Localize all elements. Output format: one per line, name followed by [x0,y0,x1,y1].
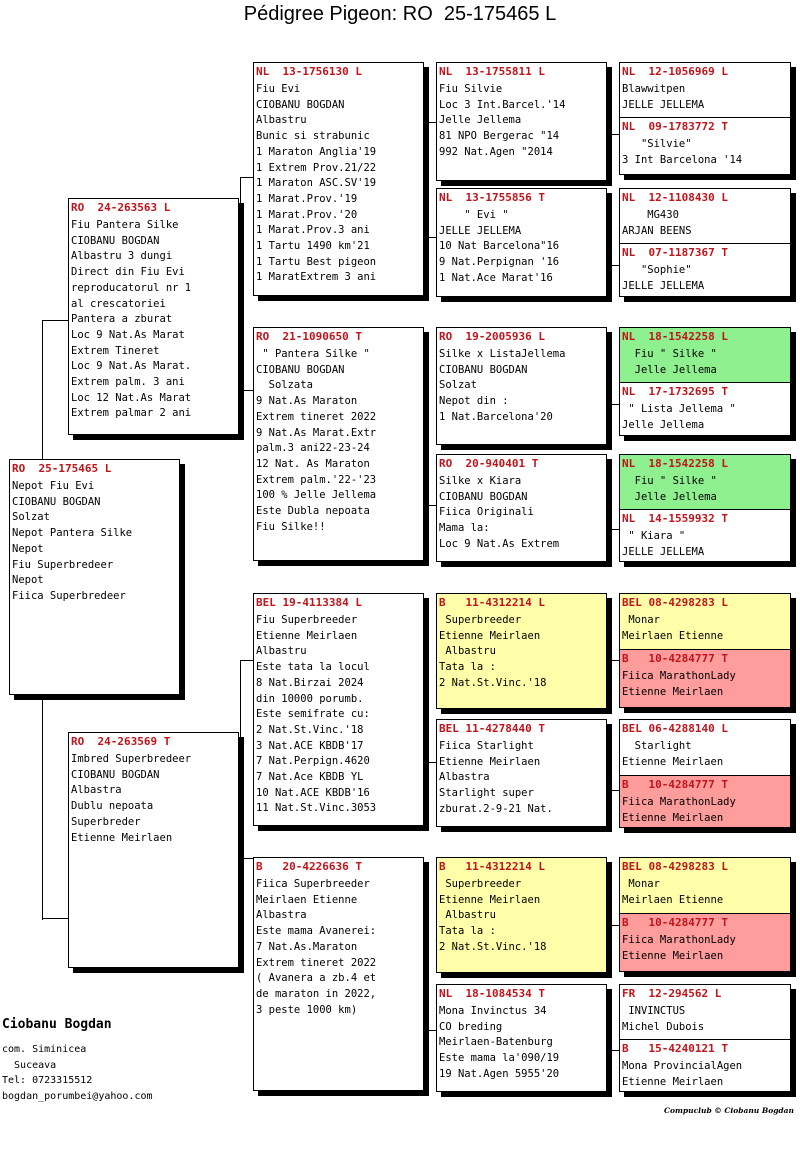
info-line: " Kiara " [622,530,686,542]
info-line: 1 Maraton Anglia'19 [256,145,377,158]
info-line: Silke x ListaJellema [439,348,566,360]
ring-number: NL 18-1084534 T [439,987,545,1000]
info-line: 1 Nat.Barcelona'20 [439,410,553,423]
info-line: 9 Nat.Perpignan '16 [439,256,560,269]
info-line: Superbreeder [439,878,522,890]
pigeon-card-mf[interactable] [253,593,424,826]
info-line: Nepot din : [439,395,509,408]
card-lines [620,1059,790,1090]
info-line: Michel Dubois [622,1020,705,1033]
card-lines [620,402,790,433]
ring-number: RO 19-2005936 L [439,330,545,343]
info-line: Nepot Fiu Evi [12,480,95,492]
card-lines [437,474,606,553]
info-line: Extrem palm.'22-'23 [256,473,377,486]
info-line: Etienne Meirlaen [71,831,173,844]
info-line: 7 Nat.As.Maraton [256,940,358,953]
info-line: 12 Nat. As Maraton [256,457,370,470]
pigeon-card-mfm[interactable] [436,719,607,827]
info-line: MG430 [622,209,679,221]
info-line: ARJAN BEENS [622,224,692,237]
card-lines [620,529,790,560]
pigeon-card-fm[interactable] [253,327,424,561]
info-line: Etienne Meirlaen [256,629,358,642]
info-line: Bunic si strabunic [256,130,370,143]
pigeon-card-mother[interactable] [68,732,239,968]
info-line: Mona Invinctus 34 [439,1005,547,1017]
footer-credit: Compuclub © Ciobanu Bogdan [663,1106,794,1115]
card-lines [620,1004,790,1035]
ring-number: NL 12-1108430 L [622,191,728,204]
info-line: 10 Nat.ACE KBDB'16 [256,786,370,799]
info-line: JELLE JELLEMA [622,98,705,111]
pigeon-card-g7b[interactable] [620,913,790,972]
info-line: Loc 9 Nat.As Marat. [71,360,192,373]
ring-number: RO 25-175465 L [12,462,112,475]
info-line: Superbreder [71,815,141,828]
info-line: Albastra [71,784,122,797]
info-line: de maraton in 2022, [256,987,377,1000]
info-line: Nepot [12,542,44,555]
info-line: Solzata [256,379,313,392]
pigeon-card-g6a[interactable] [620,720,790,775]
info-line: CIOBANU BOGDAN [439,490,528,503]
info-line: Fiu Evi [256,83,301,95]
info-line: Meirlaen Etienne [622,629,724,642]
info-line: Solzat [12,511,50,524]
info-line: 3 peste 1000 km) [256,1003,358,1016]
info-line: Etienne Meirlaen [622,949,724,962]
ring-number: BEL 19-4113384 L [256,596,362,609]
info-line: Jelle Jellema [439,114,522,127]
ring-number: NL 17-1732695 T [622,385,728,398]
info-line: Monar [622,878,660,890]
info-line: Etienne Meirlaen [439,893,541,906]
ring-number: RO 24-263563 L [71,201,171,214]
info-line: palm.3 ani22-23-24 [256,442,370,455]
info-line: Loc 12 Nat.As Marat [71,391,192,404]
info-line: JELLE JELLEMA [622,279,705,292]
card-lines [620,208,790,239]
card-lines [69,752,238,846]
card-lines [254,613,423,817]
info-line: 2 Nat.St.Vinc.'18 [439,676,547,689]
info-line: Fiu Silvie [439,83,503,95]
info-line: Extrem tineret 2022 [256,956,377,969]
card-lines [69,218,238,422]
info-line: " Lista Jellema " [622,403,736,415]
info-line: Starlight super [439,787,534,800]
info-line: Meirlaen-Batenburg [439,1036,553,1049]
info-line: 100 % Jelle Jellema [256,489,377,502]
info-line: " Pantera Silke " [256,348,370,360]
pigeon-card-g7a[interactable] [620,858,790,913]
pigeon-card-mmf[interactable] [436,857,607,973]
info-line: 9 Nat.As Marat.Extr [256,426,377,439]
info-line: 1 MaratExtrem 3 ani [256,271,377,284]
info-line: Este mama Avanerei: [256,925,377,938]
card-lines [437,82,606,161]
card-lines [620,877,790,908]
info-line: Albastru [439,645,496,658]
info-line: Fiu Silke!! [256,520,326,533]
card-lines [437,347,606,426]
info-line: Extrem palm. 3 ani [71,376,185,389]
pigeon-card-g6b[interactable] [620,775,790,828]
info-line: 1 Maraton ASC.SV'19 [256,177,377,190]
info-line: Mama la: [439,522,490,535]
ring-number: BEL 08-4298283 L [622,596,728,609]
ring-number: B 20-4226636 T [256,860,362,873]
info-line: Monar [622,614,660,626]
info-line: 1 Extrem Prov.21/22 [256,161,377,174]
info-line: Tata la : [439,661,496,674]
info-line: Tata la : [439,925,496,938]
info-line: 1 Tartu 1490 km'21 [256,240,370,253]
card-lines [254,347,423,535]
info-line: Fiica MarathonLady [622,796,736,808]
info-line: al crescatoriei [71,297,166,310]
card-lines [437,739,606,818]
info-line: Albastra [439,771,490,784]
info-line: Fiu Pantera Silke [71,219,179,231]
card-lines [437,1004,606,1083]
info-line: Pantera a zburat [71,313,173,326]
ring-number: RO 20-940401 T [439,457,539,470]
ring-number: B 11-4312214 L [439,860,545,873]
info-line: Imbred Superbredeer [71,753,192,765]
info-line: Albastru [256,114,307,127]
pigeon-pair-4 [619,454,791,562]
breeder-contact [2,1016,153,1104]
info-line: ( Avanera a zb.4 et [256,972,377,985]
info-line: 10 Nat Barcelona"16 [439,240,560,253]
info-line: 2 Nat.St.Vinc.'18 [439,940,547,953]
ring-number: NL 12-1056969 L [622,65,728,78]
info-line: Etienne Meirlaen [439,755,541,768]
ring-number: NL 09-1783772 T [622,120,728,133]
info-line: Este tata la locul [256,661,370,674]
info-line: Direct din Fiu Evi [71,266,185,279]
info-line: Jelle Jellema [622,418,705,431]
info-line: 7 Nat.Perpign.4620 [256,755,370,768]
info-line: Solzat [439,379,477,392]
info-line: Nepot Pantera Silke [12,527,133,540]
ring-number: B 10-4284777 T [622,916,728,929]
info-line: Fiu Superbreeder [256,614,358,626]
ring-number: BEL 08-4298283 L [622,860,728,873]
pigeon-pair-3 [619,327,791,436]
contact-line: Suceava [2,1059,57,1071]
info-line: Albastru 3 dungi [71,250,173,263]
info-line: 9 Nat.As Maraton [256,395,358,408]
info-line: Albastru [256,645,307,658]
info-line: Etienne Meirlaen [622,755,724,768]
info-line: Superbreeder [439,614,522,626]
info-line: Loc 9 Nat.As Marat [71,328,185,341]
info-line: Extrem palmar 2 ani [71,407,192,420]
pigeon-card-g5b[interactable] [620,649,790,708]
info-line: Etienne Meirlaen [622,811,724,824]
contact-phone: Tel: 0723315512 [2,1075,93,1086]
card-lines [437,877,606,956]
info-line: Etienne Meirlaen [622,685,724,698]
info-line: INVINCTUS [622,1005,686,1017]
pigeon-card-father[interactable] [68,198,239,435]
info-line: Fiica Originali [439,506,534,519]
breeder-name: Ciobanu Bogdan [2,1017,112,1032]
card-lines [620,795,790,826]
card-lines [254,877,423,1018]
pigeon-card-fmf[interactable] [436,327,607,445]
info-line: Silke x Kiara [439,475,522,487]
card-lines [620,82,790,113]
ring-number: FR 12-294562 L [622,987,722,1000]
info-line: Fiica Superbreeder [256,878,370,890]
info-line: Fiica Superbredeer [12,589,126,602]
card-lines [620,739,790,770]
page-title: Pédigree Pigeon: RO 25-175465 L [243,3,557,25]
info-line: Loc 3 Int.Barcel.'14 [439,98,566,111]
info-line: Jelle Jellema [622,363,717,376]
pigeon-pair-7 [619,857,791,972]
info-line: JELLE JELLEMA [622,545,705,558]
pigeon-card-fmm[interactable] [436,454,607,562]
info-line: "Sophie" [622,264,692,276]
info-line: Meirlaen Etienne [256,893,358,906]
info-line: Este mama la'090/19 [439,1052,560,1065]
info-line: 1 Marat.Prov.3 ani [256,224,370,237]
info-line: CIOBANU BOGDAN [256,363,345,376]
pigeon-card-mff[interactable] [436,593,607,709]
pigeon-card-ffm[interactable] [436,188,607,297]
pigeon-card-g8a[interactable] [620,985,790,1039]
card-lines [437,613,606,692]
pigeon-card-g4a[interactable] [620,455,790,509]
info-line: 8 Nat.Birzai 2024 [256,676,364,689]
info-line: 1 Tartu Best pigeon [256,255,377,268]
info-line: Extrem tineret 2022 [256,410,377,423]
info-line: CIOBANU BOGDAN [71,768,160,781]
info-line: "Silvie" [622,138,692,150]
info-line: 1 Marat.Prov.'19 [256,192,358,205]
card-lines [437,208,606,287]
ring-number: NL 13-1755856 T [439,191,545,204]
info-line: Albastru [439,909,496,922]
info-line: Fiu " Silke " [622,348,717,360]
info-line: 19 Nat.Agen 5955'20 [439,1067,560,1080]
info-line: JELLE JELLEMA [439,224,522,237]
pigeon-pair-6 [619,719,791,828]
info-line: CIOBANU BOGDAN [256,98,345,111]
info-line: CIOBANU BOGDAN [12,495,101,508]
card-lines [620,613,790,644]
pigeon-card-g1a[interactable] [620,63,790,117]
ring-number: NL 07-1187367 T [622,246,728,259]
pigeon-pair-1 [619,62,791,175]
info-line: Fiica MarathonLady [622,934,736,946]
pigeon-card-g2a[interactable] [620,189,790,243]
ring-number: B 11-4312214 L [439,596,545,609]
info-line: zburat.2-9-21 Nat. [439,802,553,815]
info-line: Extrem Tineret [71,344,160,357]
info-line: 3 Int Barcelona '14 [622,153,743,166]
info-line: Dublu nepoata [71,800,154,813]
card-lines [620,933,790,964]
pigeon-card-mm[interactable] [253,857,424,1091]
pigeon-card-g2b[interactable] [620,243,790,294]
info-line: 992 Nat.Agen "2014 [439,145,553,158]
pigeon-pair-8 [619,984,791,1092]
ring-number: BEL 06-4288140 L [622,722,728,735]
pigeon-card-g5a[interactable] [620,594,790,649]
info-line: Fiu " Silke " [622,475,717,487]
info-line: Fiica Starlight [439,740,534,752]
card-lines [254,82,423,286]
info-line: Jelle Jellema [622,490,717,503]
info-line: Nepot [12,574,44,587]
pigeon-card-ff[interactable] [253,62,424,296]
ring-number: B 15-4240121 T [622,1042,728,1055]
ring-number: NL 18-1542258 L [622,457,728,470]
card-lines [620,347,790,378]
info-line: Loc 9 Nat.As Extrem [439,537,560,550]
info-line: 81 NPO Bergerac "14 [439,130,560,143]
info-line: CO breding [439,1020,503,1033]
pigeon-card-subject[interactable] [9,459,180,695]
card-lines [620,263,790,294]
pigeon-card-g3a[interactable] [620,328,790,382]
card-lines [620,474,790,505]
info-line: Meirlaen Etienne [622,893,724,906]
ring-number: B 10-4284777 T [622,652,728,665]
info-line: Este Dubla nepoata [256,505,370,518]
info-line: 1 Marat.Prov.'20 [256,208,358,221]
pigeon-card-g1b[interactable] [620,117,790,168]
ring-number: B 10-4284777 T [622,778,728,791]
info-line: Albastra [256,909,307,922]
ring-number: NL 14-1559932 T [622,512,728,525]
info-line: CIOBANU BOGDAN [71,234,160,247]
info-line: 2 Nat.St.Vinc.'18 [256,723,364,736]
info-line: Starlight [622,740,692,752]
info-line: reproducatorul nr 1 [71,281,192,294]
pigeon-pair-2 [619,188,791,297]
ring-number: NL 13-1756130 L [256,65,362,78]
info-line: 7 Nat.Ace KBDB YL [256,771,364,784]
ring-number: NL 18-1542258 L [622,330,728,343]
contact-line: com. Siminicea [2,1044,87,1055]
info-line: Fiica MarathonLady [622,670,736,682]
pigeon-card-g4b[interactable] [620,509,790,560]
info-line: 1 Nat.Ace Marat'16 [439,271,553,284]
card-lines [620,669,790,700]
info-line: 11 Nat.St.Vinc.3053 [256,802,377,815]
info-line: Etienne Meirlaen [439,629,541,642]
card-lines [10,479,179,605]
card-lines [620,137,790,168]
pigeon-card-g8b[interactable] [620,1039,790,1090]
ring-number: NL 13-1755811 L [439,65,545,78]
pigeon-pair-5 [619,593,791,708]
ring-number: RO 21-1090650 T [256,330,362,343]
ring-number: RO 24-263569 T [71,735,171,748]
pigeon-card-g3b[interactable] [620,382,790,433]
pigeon-card-mmm[interactable] [436,984,607,1092]
ring-number: BEL 11-4278440 T [439,722,545,735]
info-line: Etienne Meirlaen [622,1075,724,1088]
contact-email[interactable]: bogdan_porumbei@yahoo.com [2,1090,153,1102]
info-line: " Evi " [439,209,509,221]
info-line: 3 Nat.ACE KBDB'17 [256,739,364,752]
info-line: Mona ProvincialAgen [622,1060,743,1072]
info-line: Fiu Superbredeer [12,558,114,571]
info-line: din 10000 porumb. [256,692,364,705]
info-line: Blawwitpen [622,83,686,95]
info-line: CIOBANU BOGDAN [439,363,528,376]
info-line: Este semifrate cu: [256,708,370,721]
pigeon-card-fff[interactable] [436,62,607,181]
